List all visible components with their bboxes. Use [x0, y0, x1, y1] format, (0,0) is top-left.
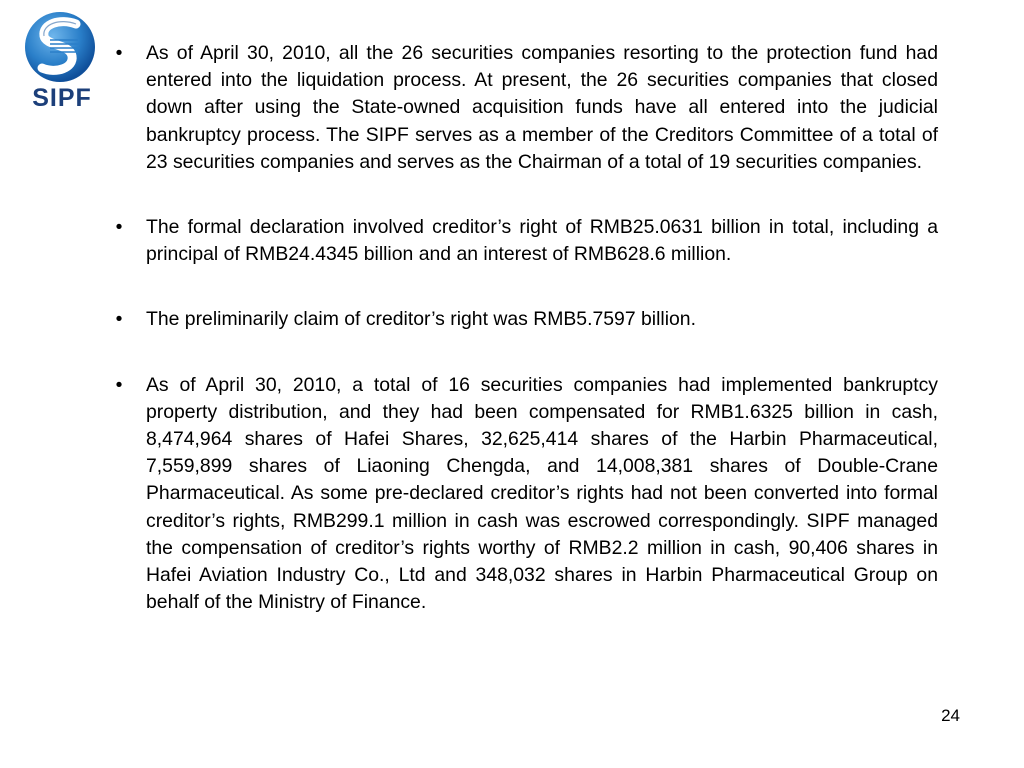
bullet-text: The formal declaration involved creditor’s right of RMB25.0631 billion in total, including a principal of RMB24.4345 billion and an interest of RMB628.6 million.	[146, 216, 938, 266]
bullet-marker: •	[115, 308, 123, 331]
sipf-globe-icon	[20, 10, 104, 84]
bullet-item-liquidation	[112, 40, 938, 176]
sipf-logo	[20, 10, 104, 110]
bullet-text: As of April 30, 2010, a total of 16 securities companies had implemented bankruptcy property distribution, and they had been compensated for RMB1.6325 billion in cash, 8,474,964 shares of Hafei Shares, 32,625,414 shares of the Harbin Pharmaceutical, 7,559,899 shares of Liaoning Chengda, and 14,008,381 shares of Double-Crane Pharmaceutical. As some pre-declared creditor’s rights had not been converted into formal creditor’s rights, RMB299.1 million in cash was escrowed correspondingly. SIPF managed the compensation of creditor’s rights worthy of RMB2.2 million in cash, 90,406 shares in Hafei Aviation Industry Co., Ltd and 348,032 shares in Harbin Pharmaceutical Group on behalf of the Ministry of Finance.	[146, 373, 938, 614]
bullet-item-formal-declaration	[112, 214, 938, 268]
logo-text: SIPF	[32, 84, 92, 112]
bullet-marker: •	[115, 42, 123, 64]
bullet-item-property-distribution	[112, 372, 938, 617]
bullet-marker: •	[115, 373, 123, 396]
bullet-item-preliminary-claim	[112, 306, 938, 333]
bullet-text: As of April 30, 2010, all the 26 securities companies resorting to the protection fund had entered into the liquidation process. At present, the 26 securities companies that closed down after using the State-owned acquisition funds have all entered into the judicial bankruptcy process. The SIPF serves as a member of the Creditors Committee of a total of 23 securities companies and serves as the Chairman of a total of 19 securities companies.	[146, 42, 938, 173]
page-number: 24	[941, 706, 960, 725]
bullet-text: The preliminarily claim of creditor’s right was RMB5.7597 billion.	[146, 308, 696, 331]
bullet-list	[112, 40, 938, 654]
bullet-marker: •	[115, 216, 123, 239]
